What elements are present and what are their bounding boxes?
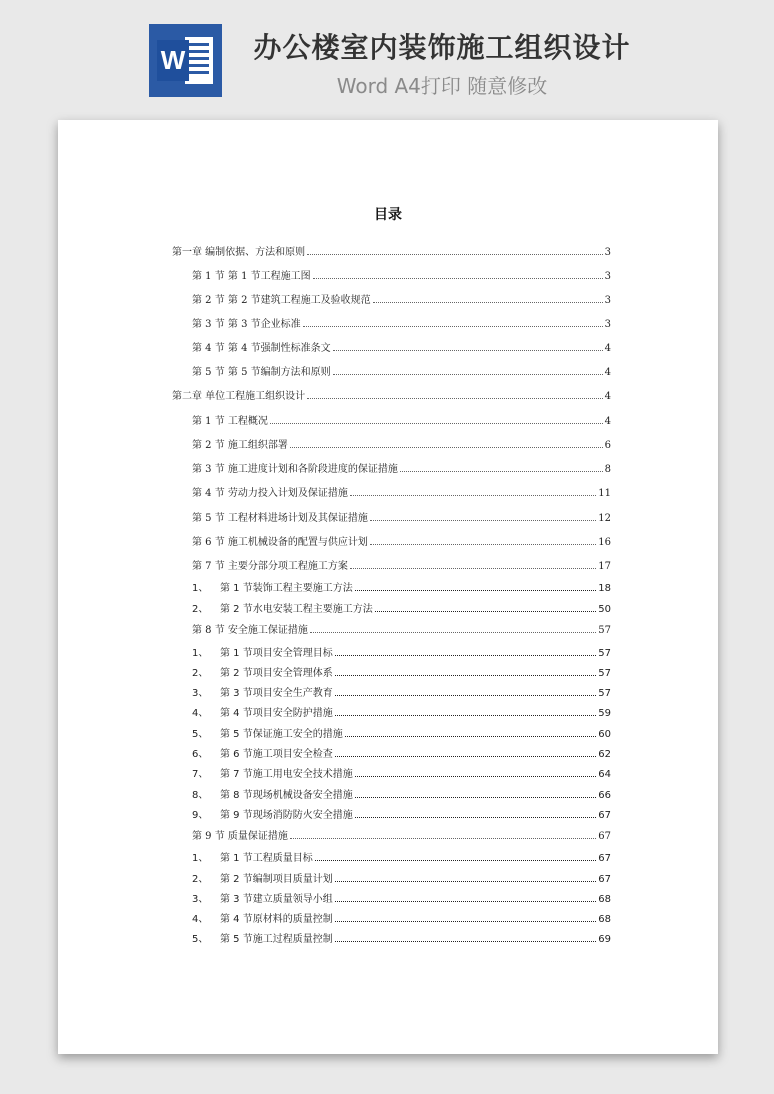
toc-leader-dots (335, 881, 597, 882)
toc-entry-label: 第 1 节 工程概况 (192, 416, 268, 427)
toc-entry[interactable] (192, 849, 611, 864)
toc-page-number: 4 (604, 391, 611, 402)
toc-entry-label: 第 3 节 第 3 节企业标准 (192, 319, 301, 330)
toc-entry-number: 2、 (192, 668, 209, 679)
toc-leader-dots (307, 398, 602, 399)
toc-page-number: 18 (598, 583, 611, 594)
toc-page-number: 12 (598, 513, 611, 524)
toc-page-number: 59 (598, 708, 611, 719)
toc-page-number: 64 (598, 769, 611, 780)
toc-leader-dots (335, 715, 597, 716)
toc-entry-label: 第 6 节施工项目安全检查 (220, 749, 333, 760)
toc-entry[interactable] (192, 890, 611, 905)
toc-page-number: 67 (598, 853, 611, 864)
toc-entry[interactable] (192, 460, 611, 475)
toc-entry[interactable] (192, 644, 611, 659)
toc-entry[interactable] (192, 533, 611, 548)
toc-leader-dots (335, 695, 597, 696)
toc-page-number: 8 (604, 464, 611, 475)
toc-page-number: 3 (604, 295, 611, 306)
toc-entry-label: 第 2 节 第 2 节建筑工程施工及验收规范 (192, 295, 371, 306)
toc-entry-number: 3、 (192, 894, 209, 905)
toc-leader-dots (373, 302, 603, 303)
toc-leader-dots (333, 374, 603, 375)
toc-entry-label: 第 1 节装饰工程主要施工方法 (220, 583, 353, 594)
toc-entry[interactable] (192, 910, 611, 925)
toc-entry-number: 7、 (192, 769, 209, 780)
toc-page-number: 57 (598, 625, 611, 636)
toc-entry[interactable] (192, 725, 611, 740)
toc-leader-dots (350, 568, 596, 569)
toc-entry-label: 第 7 节施工用电安全技术措施 (220, 769, 353, 780)
toc-leader-dots (355, 776, 597, 777)
toc-entry-label: 第 4 节原材料的质量控制 (220, 914, 333, 925)
toc-entry-label: 第 4 节项目安全防护措施 (220, 708, 333, 719)
toc-entry-label: 第 1 节项目安全管理目标 (220, 648, 333, 659)
toc-leader-dots (370, 520, 596, 521)
toc-entry[interactable] (192, 557, 611, 572)
toc-leader-dots (290, 838, 596, 839)
toc-entry[interactable] (192, 484, 611, 499)
toc-entry[interactable] (192, 745, 611, 760)
document-subtitle: Word A4打印 随意修改 (336, 74, 548, 98)
toc-entry-label: 第 8 节 安全施工保证措施 (192, 625, 308, 636)
toc-entry[interactable] (192, 684, 611, 699)
toc-page-number: 57 (598, 648, 611, 659)
toc-page-number: 4 (604, 343, 611, 354)
toc-entry-label: 第 2 节 施工组织部署 (192, 440, 288, 451)
toc-entry-number: 1、 (192, 648, 209, 659)
toc-entry[interactable] (192, 786, 611, 801)
toc-entry-label: 第 5 节施工过程质量控制 (220, 934, 333, 945)
toc-leader-dots (335, 901, 597, 902)
toc-leader-dots (350, 495, 596, 496)
toc-entry[interactable] (192, 579, 611, 594)
toc-entry-label: 第 3 节建立质量领导小组 (220, 894, 333, 905)
toc-entry-number: 8、 (192, 790, 209, 801)
toc-page-number: 67 (598, 874, 611, 885)
toc-page-number: 50 (598, 604, 611, 615)
toc-leader-dots (335, 655, 597, 656)
toc-entry-number: 5、 (192, 934, 209, 945)
toc-entry-label: 第一章 编制依据、方法和原则 (172, 247, 306, 258)
toc-entry[interactable] (172, 387, 611, 402)
toc-entry[interactable] (192, 509, 611, 524)
toc-leader-dots (303, 326, 603, 327)
toc-page-number: 57 (598, 668, 611, 679)
toc-page-number: 57 (598, 688, 611, 699)
toc-page-number: 3 (604, 319, 611, 330)
toc-entry-label: 第 7 节 主要分部分项工程施工方案 (192, 561, 348, 572)
toc-leader-dots (335, 756, 597, 757)
toc-entry-label: 第 4 节 第 4 节强制性标准条文 (192, 343, 331, 354)
toc-leader-dots (400, 471, 603, 472)
toc-entry-label: 第 3 节 施工进度计划和各阶段进度的保证措施 (192, 464, 398, 475)
toc-page-number: 66 (598, 790, 611, 801)
toc-page-number: 68 (598, 914, 611, 925)
toc-entry-number: 5、 (192, 729, 209, 740)
toc-page-number: 4 (604, 367, 611, 378)
toc-entry-number: 1、 (192, 853, 209, 864)
toc-leader-dots (355, 797, 597, 798)
toc-entry[interactable] (192, 930, 611, 945)
toc-leader-dots (310, 632, 596, 633)
toc-entry[interactable] (192, 621, 611, 636)
toc-entry-label: 第 1 节 第 1 节工程施工图 (192, 271, 311, 282)
toc-page-number: 3 (604, 247, 611, 258)
toc-entry-label: 第 1 节工程质量目标 (220, 853, 313, 864)
toc-leader-dots (375, 611, 597, 612)
toc-title: 目录 (374, 207, 402, 223)
toc-leader-dots (313, 278, 603, 279)
toc-entry-number: 2、 (192, 874, 209, 885)
toc-entry-number: 4、 (192, 914, 209, 925)
toc-page-number: 3 (604, 271, 611, 282)
toc-leader-dots (333, 350, 603, 351)
toc-entry-label: 第 5 节 工程材料进场计划及其保证措施 (192, 513, 368, 524)
toc-leader-dots (270, 423, 603, 424)
toc-entry-label: 第 2 节水电安装工程主要施工方法 (220, 604, 373, 615)
toc-entry-label: 第 5 节 第 5 节编制方法和原则 (192, 367, 331, 378)
toc-entry-number: 1、 (192, 583, 209, 594)
toc-entry[interactable] (192, 339, 611, 354)
toc-page-number: 68 (598, 894, 611, 905)
toc-page-number: 16 (598, 537, 611, 548)
toc-page-number: 67 (598, 810, 611, 821)
toc-leader-dots (290, 447, 603, 448)
toc-entry-label: 第 9 节现场消防防火安全措施 (220, 810, 353, 821)
toc-page-number: 11 (598, 488, 611, 499)
toc-page-number: 4 (604, 416, 611, 427)
toc-entry[interactable] (192, 827, 611, 842)
toc-page-number: 60 (598, 729, 611, 740)
toc-entry-number: 9、 (192, 810, 209, 821)
toc-entry[interactable] (192, 436, 611, 451)
toc-entry[interactable] (192, 765, 611, 780)
toc-entry[interactable] (192, 806, 611, 821)
document-page (58, 120, 718, 1054)
toc-page-number: 6 (604, 440, 611, 451)
toc-entry[interactable] (192, 664, 611, 679)
toc-page-number: 69 (598, 934, 611, 945)
toc-leader-dots (335, 941, 597, 942)
toc-leader-dots (355, 817, 597, 818)
toc-entry-number: 4、 (192, 708, 209, 719)
toc-entry-label: 第 6 节 施工机械设备的配置与供应计划 (192, 537, 368, 548)
toc-leader-dots (307, 254, 602, 255)
toc-entry[interactable] (172, 243, 611, 258)
word-document-icon (149, 24, 222, 97)
toc-entry-label: 第 8 节现场机械设备安全措施 (220, 790, 353, 801)
toc-leader-dots (370, 544, 596, 545)
toc-page-number: 17 (598, 561, 611, 572)
toc-entry-label: 第 2 节编制项目质量计划 (220, 874, 333, 885)
toc-entry-label: 第 9 节 质量保证措施 (192, 831, 288, 842)
toc-entry-number: 3、 (192, 688, 209, 699)
toc-page-number: 67 (598, 831, 611, 842)
toc-entry-label: 第 4 节 劳动力投入计划及保证措施 (192, 488, 348, 499)
toc-leader-dots (315, 860, 597, 861)
svg-text:W: W (160, 45, 186, 75)
toc-leader-dots (345, 736, 597, 737)
toc-entry-label: 第二章 单位工程施工组织设计 (172, 391, 306, 402)
preview-header (0, 0, 774, 115)
toc-entry[interactable] (192, 267, 611, 282)
toc-entry[interactable] (192, 315, 611, 330)
document-title: 办公楼室内装饰施工组织设计 (253, 31, 631, 64)
toc-entry-label: 第 2 节项目安全管理体系 (220, 668, 333, 679)
toc-entry[interactable] (192, 363, 611, 378)
toc-leader-dots (355, 590, 597, 591)
toc-entry[interactable] (192, 704, 611, 719)
toc-page-number: 62 (598, 749, 611, 760)
toc-entry[interactable] (192, 600, 611, 615)
toc-entry-label: 第 5 节保证施工安全的措施 (220, 729, 343, 740)
toc-entry[interactable] (192, 870, 611, 885)
toc-entry-number: 6、 (192, 749, 209, 760)
toc-entry[interactable] (192, 412, 611, 427)
toc-entry[interactable] (192, 291, 611, 306)
toc-entry-label: 第 3 节项目安全生产教育 (220, 688, 333, 699)
toc-leader-dots (335, 921, 597, 922)
toc-leader-dots (335, 675, 597, 676)
toc-entry-number: 2、 (192, 604, 209, 615)
